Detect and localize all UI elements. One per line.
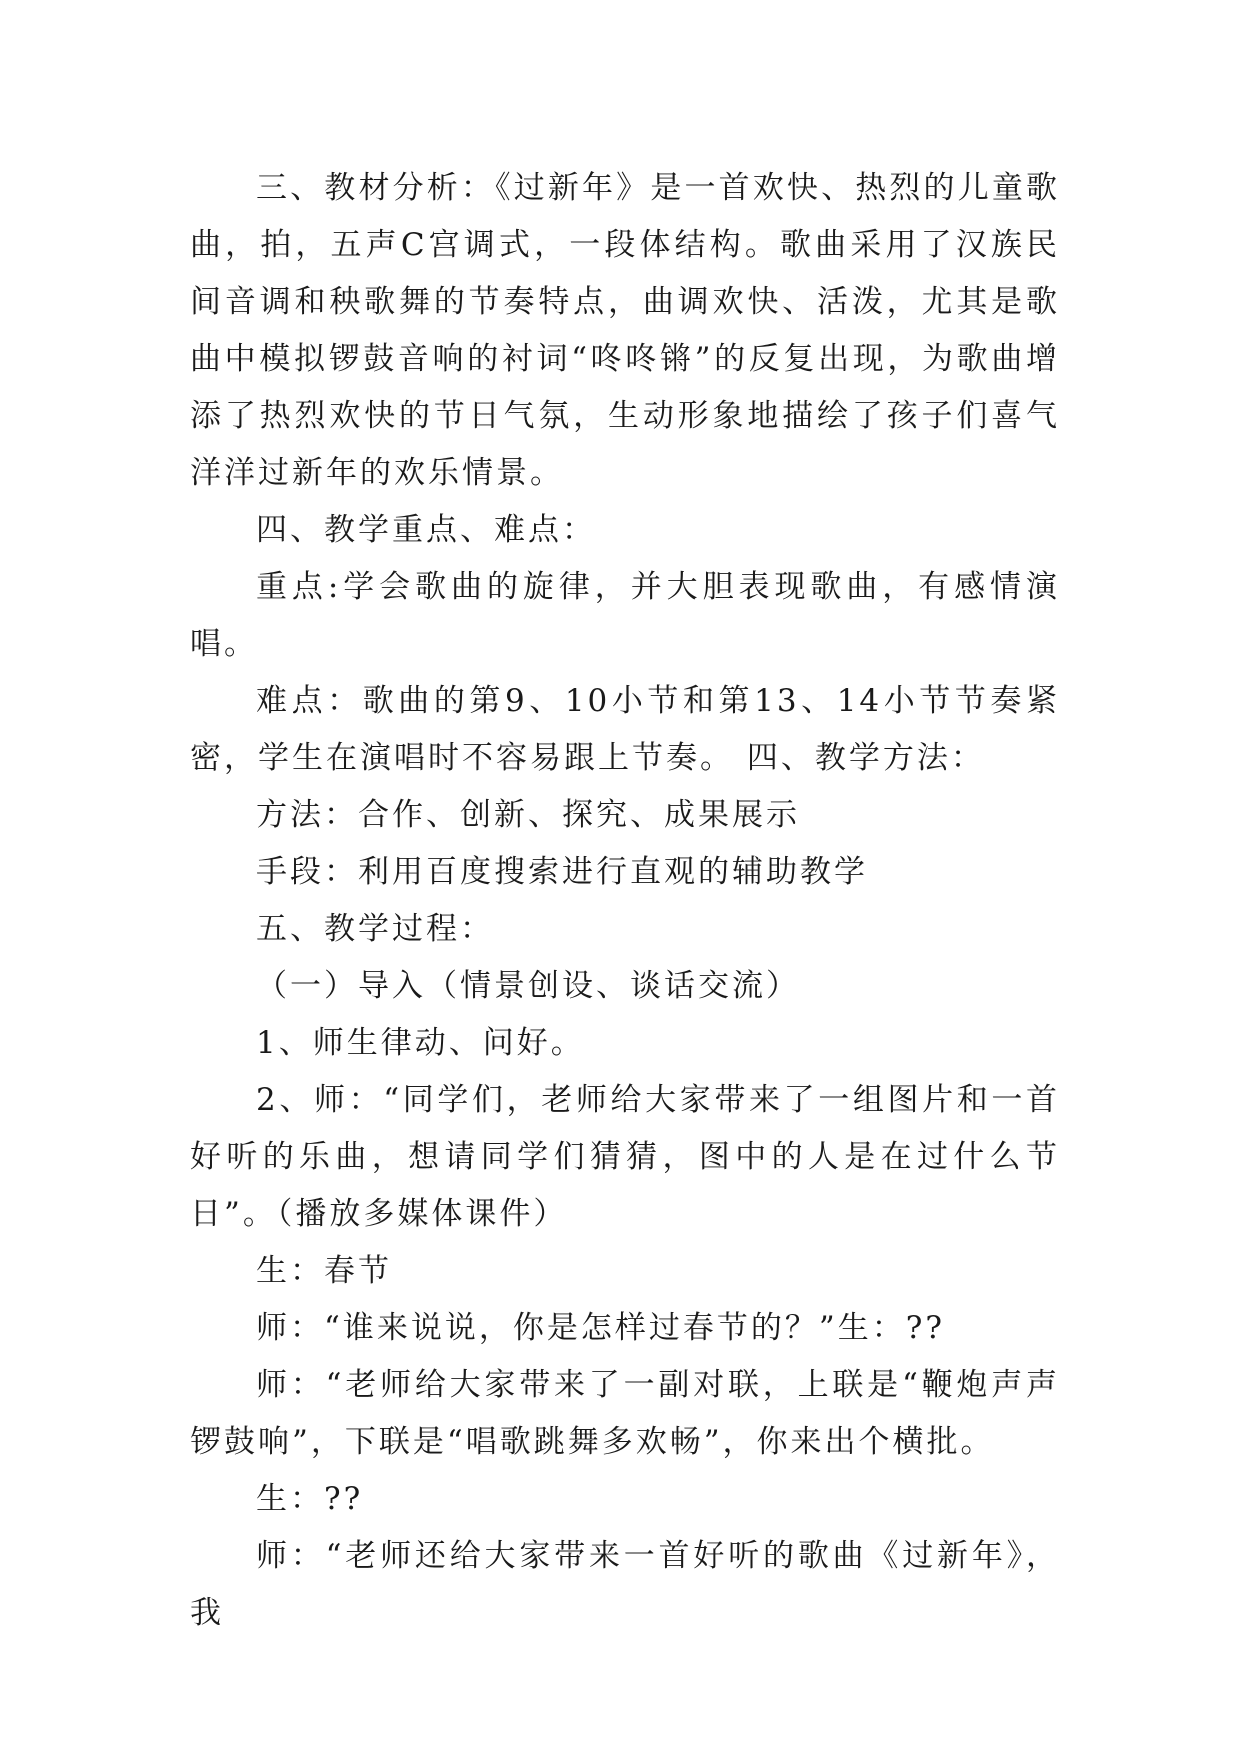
paragraph-step-2: 2、师：“同学们，老师给大家带来了一组图片和一首好听的乐曲，想请同学们猜猜，图中的人是在过什么节日”。（播放多媒体课件） <box>190 1082 1060 1232</box>
document-body <box>190 160 1060 1642</box>
paragraph-methods: 方法：合作、创新、探究、成果展示 <box>256 797 800 833</box>
paragraph-means: 手段：利用百度搜索进行直观的辅助教学 <box>256 854 868 890</box>
paragraph-student-answer-2: 生：?? <box>256 1481 364 1517</box>
paragraph-teacher-question: 师：“谁来说说，你是怎样过春节的？”生：?? <box>256 1310 945 1346</box>
paragraph-process-heading: 五、教学过程： <box>256 911 494 947</box>
paragraph-difficulty: 难点：歌曲的第9、10小节和第13、14小节节奏紧密，学生在演唱时不容易跟上节奏。 四、教学方法： <box>190 683 1060 776</box>
paragraph-textbook-analysis: 三、教材分析：《过新年》是一首欢快、热烈的儿童歌曲，拍，五声C宫调式，一段体结构。歌曲采用了汉族民间音调和秧歌舞的节奏特点，曲调欢快、活泼，尤其是歌曲中模拟锣鼓音响的衬词“咚咚锵”的反复出现，为歌曲增添了热烈欢快的节日气氛，生动形象地描绘了孩子们喜气洋洋过新年的欢乐情景。 <box>190 170 1060 491</box>
paragraph-key-point: 重点:学会歌曲的旋律，并大胆表现歌曲，有感情演唱。 <box>190 569 1060 662</box>
paragraph-step-1: 1、师生律动、问好。 <box>256 1025 585 1061</box>
paragraph-student-answer-1: 生：春节 <box>256 1253 392 1289</box>
paragraph-teacher-song: 师：“老师还给大家带来一首好听的歌曲《过新年》，我 <box>190 1538 1060 1631</box>
paragraph-teacher-couplet: 师：“老师给大家带来了一副对联，上联是“鞭炮声声锣鼓响”，下联是“唱歌跳舞多欢畅”，你来出个横批。 <box>190 1367 1060 1460</box>
paragraph-key-points-heading: 四、教学重点、难点： <box>256 512 596 548</box>
paragraph-introduction-heading: （一）导入（情景创设、谈话交流） <box>256 968 800 1004</box>
